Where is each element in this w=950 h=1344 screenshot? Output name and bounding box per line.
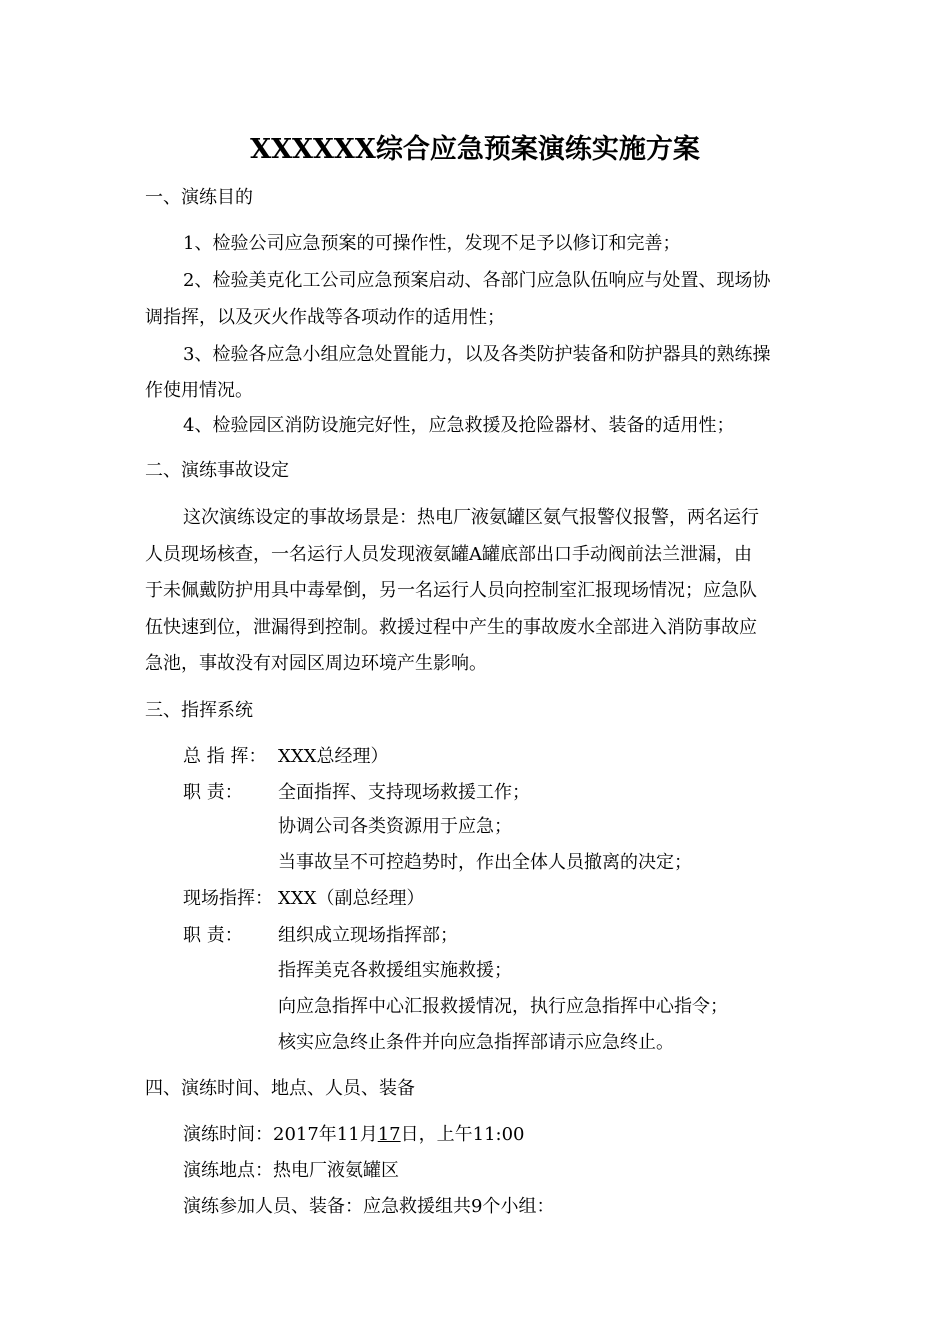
goal-item-4: 4、检验园区消防设施完好性，应急救援及抢险器材、装备的适用性； — [183, 415, 735, 436]
goal-item-1: 1、检验公司应急预案的可操作性，发现不足予以修订和完善； — [183, 233, 681, 254]
site-duty-2: 指挥美克各救援组实施救援； — [278, 960, 512, 981]
site-duty-3: 向应急指挥中心汇报救援情况，执行应急指挥中心指令； — [278, 996, 728, 1017]
scenario-line-2: 人员现场核查，一名运行人员发现液氨罐A罐底部出口手动阀前法兰泄漏，由 — [145, 544, 752, 565]
section-heading-2: 二、演练事故设定 — [145, 460, 289, 481]
drill-time-day: 17 — [377, 1124, 401, 1145]
site-duty-1: 组织成立现场指挥部； — [278, 925, 458, 946]
drill-place: 演练地点：热电厂液氨罐区 — [183, 1160, 399, 1181]
section-heading-1: 一、演练目的 — [145, 187, 253, 208]
scenario-line-1: 这次演练设定的事故场景是：热电厂液氨罐区氨气报警仪报警，两名运行 — [183, 507, 759, 528]
goal-item-2-line-2: 调指挥，以及灭火作战等各项动作的适用性； — [145, 307, 505, 328]
drill-time-prefix: 演练时间：2017年11月 — [183, 1124, 378, 1145]
goal-item-2-line-1: 2、检验美克化工公司应急预案启动、各部门应急队伍响应与处置、现场协 — [183, 270, 771, 291]
scenario-line-3: 于未佩戴防护用具中毒晕倒，另一名运行人员向控制室汇报现场情况；应急队 — [145, 580, 757, 601]
drill-participants: 演练参加人员、装备：应急救援组共9个小组： — [183, 1196, 555, 1217]
goal-item-3-line-1: 3、检验各应急小组应急处置能力，以及各类防护装备和防护器具的熟练操 — [183, 344, 771, 365]
scenario-line-5: 急池，事故没有对园区周边环境产生影响。 — [145, 653, 487, 674]
chief-duty-3: 当事故呈不可控趋势时，作出全体人员撤离的决定； — [278, 852, 692, 873]
chief-duty-label: 职 责： — [183, 782, 243, 803]
drill-time — [183, 1123, 525, 1147]
chief-duty-2: 协调公司各类资源用于应急； — [278, 816, 512, 837]
site-commander-label: 现场指挥： — [183, 888, 273, 909]
site-duty-label: 职 责： — [183, 925, 243, 946]
drill-time-suffix: 日，上午11:00 — [400, 1124, 525, 1145]
document-title: XXXXXX综合应急预案演练实施方案 — [250, 134, 700, 165]
goal-item-3-line-2: 作使用情况。 — [145, 380, 253, 401]
section-heading-4: 四、演练时间、地点、人员、装备 — [145, 1078, 415, 1099]
section-heading-3: 三、指挥系统 — [145, 700, 253, 721]
chief-commander-label: 总 指 挥： — [183, 746, 267, 767]
chief-duty-1: 全面指挥、支持现场救援工作； — [278, 782, 530, 803]
site-duty-4: 核实应急终止条件并向应急指挥部请示应急终止。 — [278, 1032, 674, 1053]
site-commander-value: XXX（副总经理） — [278, 888, 425, 909]
scenario-line-4: 伍快速到位，泄漏得到控制。救援过程中产生的事故废水全部进入消防事故应 — [145, 617, 757, 638]
chief-commander-value: XXX总经理） — [278, 746, 389, 767]
